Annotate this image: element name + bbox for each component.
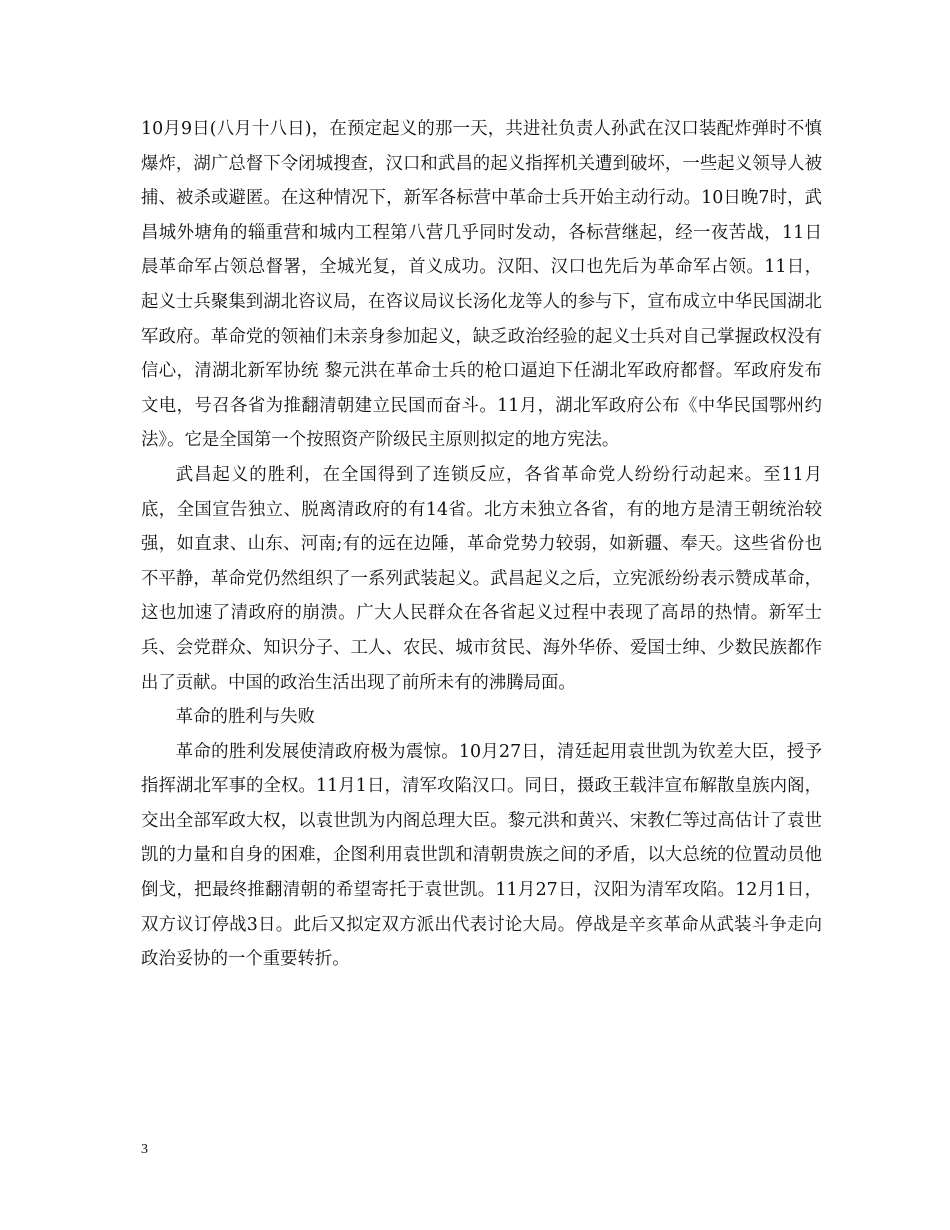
paragraph-provincial-response: 武昌起义的胜利，在全国得到了连锁反应，各省革命党人纷纷行动起来。至11月底，全国宣告独立、脱离清政府的有14省。北方未独立各省，有的地方是清王朝统治较强，如直隶、山东、河南;有的远在边陲，革命党势力较弱，如新疆、奉天。这些省份也不平静，革命党仍然组织了一系列武装起义。武昌起义之后，立宪派纷纷表示赞成革命，这也加速了清政府的崩溃。广大人民群众在各省起义过程中表现了高昂的热情。新军士兵、会党群众、知识分子、工人、农民、城市贫民、海外华侨、爱国士绅、少数民族都作出了贡献。中国的政治生活出现了前所未有的沸腾局面。 [141, 464, 822, 693]
document-body [141, 112, 822, 977]
paragraph-victory-and-failure: 革命的胜利发展使清政府极为震惊。10月27日，清廷起用袁世凯为钦差大臣，授予指挥湖北军事的全权。11月1日，清军攻陷汉口。同日，摄政王载沣宣布解散皇族内阁，交出全部军政大权，以袁世凯为内阁总理大臣。黎元洪和黄兴、宋教仁等过高估计了袁世凯的力量和自身的困难，企图利用袁世凯和清朝贵族之间的矛盾，以大总统的位置动员他倒戈，把最终推翻清朝的希望寄托于袁世凯。11月27日，汉阳为清军攻陷。12月1日，双方议订停战3日。此后又拟定双方派出代表讨论大局。停战是辛亥革命从武装斗争走向政治妥协的一个重要转折。 [141, 741, 822, 970]
page-number: 3 [141, 1142, 148, 1157]
paragraph-wuchang-uprising: 10月9日(八月十八日)，在预定起义的那一天，共进社负责人孙武在汉口装配炸弹时不慎爆炸，湖广总督下令闭城搜查，汉口和武昌的起义指挥机关遭到破坏，一些起义领导人被捕、被杀或避匿。在这种情况下，新军各标营中革命士兵开始主动行动。10日晚7时，武昌城外塘角的辎重营和城内工程第八营几乎同时发动，各标营继起，经一夜苦战，11日晨革命军占领总督署，全城光复，首义成功。汉阳、汉口也先后为革命军占领。11日，起义士兵聚集到湖北咨议局，在咨议局议长汤化龙等人的参与下，宣布成立中华民国湖北军政府。革命党的领袖们未亲身参加起义，缺乏政治经验的起义士兵对自己掌握政权没有信心，清湖北新军协统 黎元洪在革命士兵的枪口逼迫下任湖北军政府都督。军政府发布文电，号召各省为推翻清朝建立民国而奋斗。11月，湖北军政府公布《中华民国鄂州约法》。它是全国第一个按照资产阶级民主原则拟定的地方宪法。 [141, 119, 822, 451]
section-heading: 革命的胜利与失败 [175, 707, 315, 728]
